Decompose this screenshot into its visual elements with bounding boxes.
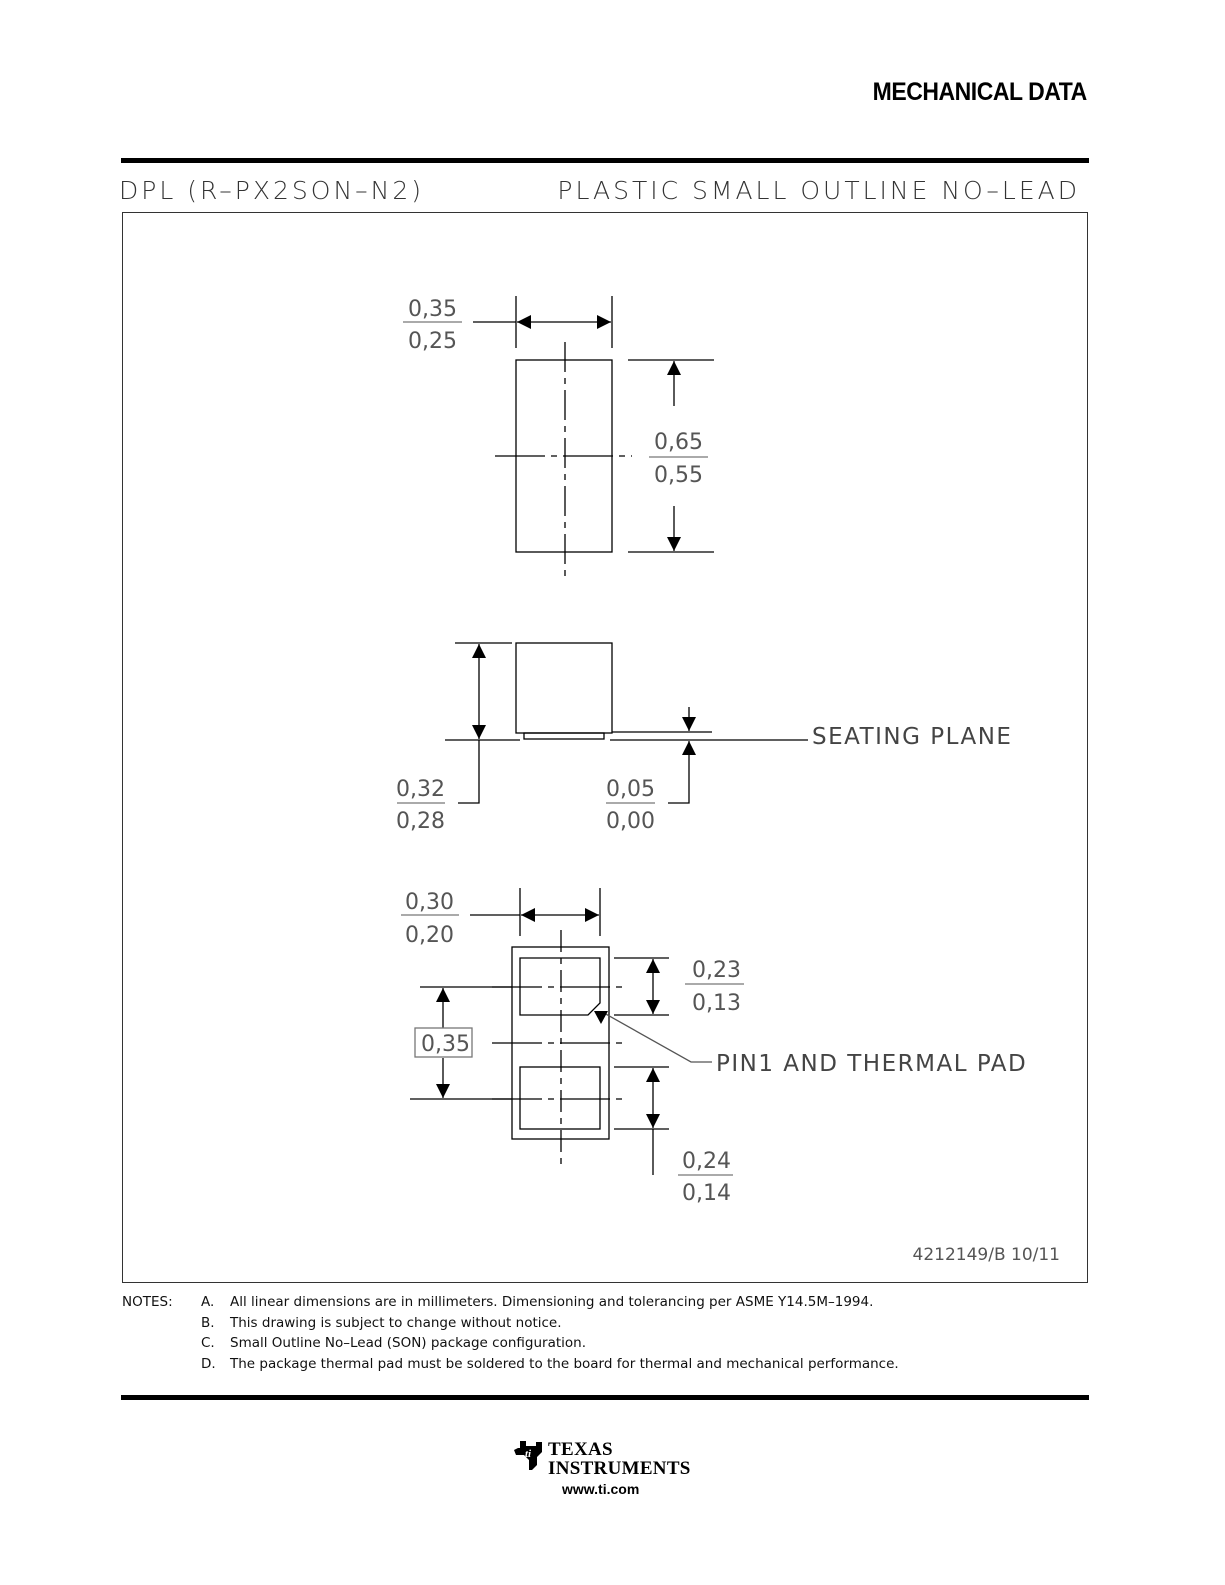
standoff-leader [668,765,689,803]
side-height-max: 0,32 [396,777,445,802]
page-header-title: MECHANICAL DATA [872,78,1087,106]
note-text: All linear dimensions are in millimeters. Dimensioning and tolerancing per ASME Y14.5M–1994. [230,1294,874,1310]
pin1-marker-icon [594,1011,608,1024]
seating-plane-label: SEATING PLANE [812,724,1013,750]
note-key: C. [201,1335,215,1351]
pad-width-max: 0,30 [405,890,454,915]
footer-url[interactable]: www.ti.com [562,1481,640,1497]
package-code: DPL (R–PX2SON–N2) [119,176,425,205]
note-item [201,1313,562,1334]
pad2-length-min: 0,14 [682,1181,731,1206]
note-item [201,1292,873,1313]
note-item [201,1333,586,1354]
standoff-max: 0,05 [606,777,655,802]
side-view-pad [524,733,604,739]
side-height-min: 0,28 [396,809,445,834]
svg-text:ti: ti [525,1448,532,1460]
note-key: B. [201,1314,215,1331]
notes-label: NOTES: [122,1294,173,1310]
ti-logo-icon [512,1438,546,1472]
top-width-max: 0,35 [408,297,457,322]
side-height-leader [458,740,479,803]
drawing-number: 4212149/B 10/11 [912,1245,1060,1265]
side-view-body [516,643,612,733]
pad2-length-max: 0,24 [682,1149,731,1174]
note-key: A. [201,1294,215,1310]
standoff-min: 0,00 [606,809,655,834]
bottom-rule [121,1395,1089,1400]
pin1-label: PIN1 AND THERMAL PAD [716,1051,1028,1077]
pitch-value: 0,35 [421,1032,470,1057]
note-text: Small Outline No–Lead (SON) package configuration. [230,1335,586,1351]
pad-width-min: 0,20 [405,923,454,948]
bottom-pad-2 [520,1067,600,1129]
top-length-min: 0,55 [654,463,703,488]
side-view [397,643,808,803]
pad1-length-min: 0,13 [692,991,741,1016]
top-length-max: 0,65 [654,430,703,455]
note-item [201,1354,899,1375]
pad1-length-max: 0,23 [692,958,741,983]
ti-logo-line2: INSTRUMENTS [548,1458,691,1479]
top-width-min: 0,25 [408,329,457,354]
note-key: D. [201,1355,216,1372]
note-text: This drawing is subject to change without notice. [230,1314,562,1331]
note-text: The package thermal pad must be soldered to the board for thermal and mechanical performance. [230,1355,899,1372]
ti-logo-line1: TEXAS [548,1439,613,1460]
pin1-leader [604,1013,712,1062]
package-description: PLASTIC SMALL OUTLINE NO–LEAD [557,176,1080,205]
